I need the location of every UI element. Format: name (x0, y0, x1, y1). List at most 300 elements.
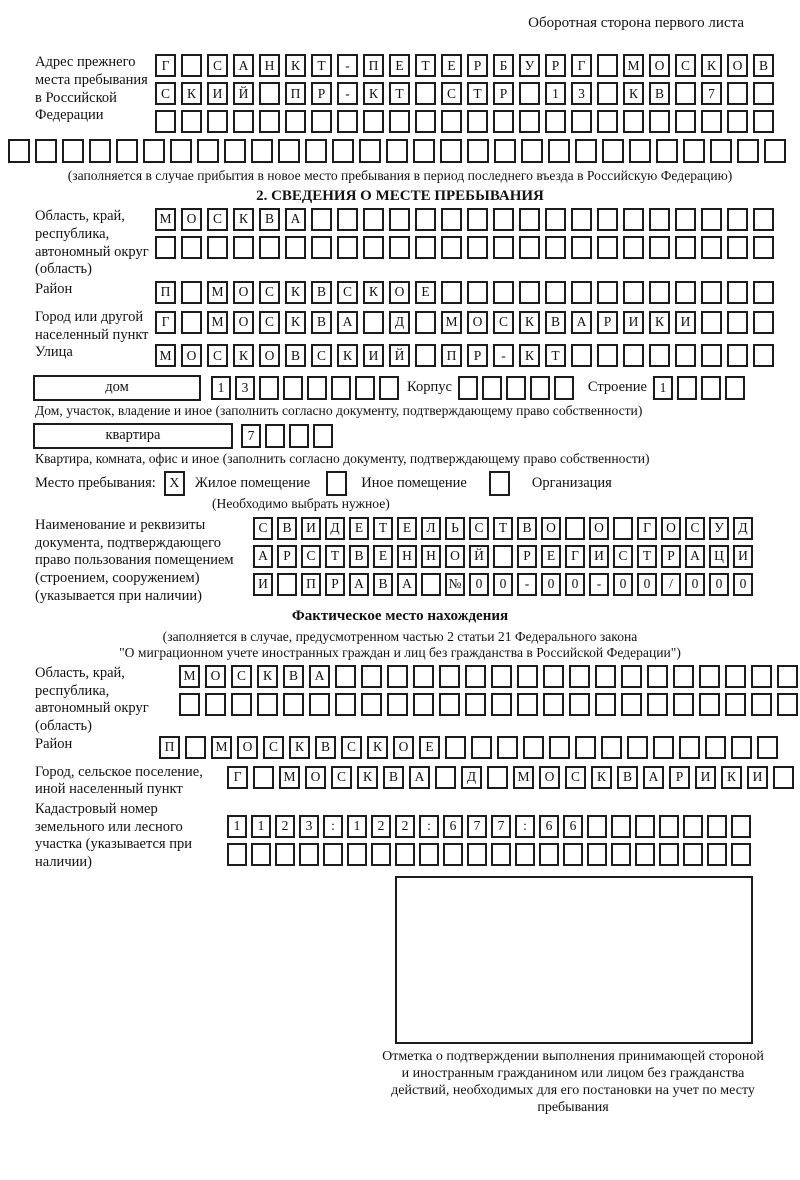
char-cell[interactable]: М (155, 344, 176, 367)
char-cell[interactable] (265, 424, 285, 448)
char-cell[interactable]: Е (397, 517, 417, 540)
char-cell[interactable]: К (233, 208, 254, 231)
char-cell[interactable] (647, 693, 668, 716)
char-cell[interactable]: Й (233, 82, 254, 105)
char-cell[interactable] (441, 208, 462, 231)
char-cell[interactable] (259, 376, 279, 400)
char-cell[interactable]: 0 (469, 573, 489, 596)
char-cell[interactable]: А (409, 766, 430, 789)
char-cell[interactable] (629, 139, 651, 163)
char-cell[interactable] (727, 344, 748, 367)
char-cell[interactable] (379, 376, 399, 400)
char-cell[interactable]: К (721, 766, 742, 789)
char-cell[interactable]: С (301, 545, 321, 568)
char-cell[interactable]: 2 (371, 815, 391, 838)
char-cell[interactable] (571, 344, 592, 367)
char-cell[interactable] (569, 665, 590, 688)
char-cell[interactable]: Т (415, 54, 436, 77)
char-cell[interactable]: Г (155, 311, 176, 334)
char-cell[interactable] (549, 736, 570, 759)
char-cell[interactable] (519, 236, 540, 259)
char-cell[interactable]: К (649, 311, 670, 334)
char-cell[interactable] (595, 693, 616, 716)
char-cell[interactable] (155, 110, 176, 133)
char-cell[interactable]: 0 (733, 573, 753, 596)
char-cell[interactable] (493, 281, 514, 304)
char-cell[interactable]: С (493, 311, 514, 334)
char-cell[interactable] (259, 110, 280, 133)
char-cell[interactable] (371, 843, 391, 866)
char-cell[interactable]: И (589, 545, 609, 568)
char-cell[interactable] (421, 573, 441, 596)
char-cell[interactable] (493, 110, 514, 133)
char-cell[interactable] (506, 376, 526, 400)
char-cell[interactable] (587, 843, 607, 866)
char-cell[interactable]: 0 (685, 573, 705, 596)
char-cell[interactable]: 7 (491, 815, 511, 838)
char-cell[interactable] (181, 281, 202, 304)
char-cell[interactable] (673, 665, 694, 688)
char-cell[interactable]: К (285, 311, 306, 334)
char-cell[interactable]: М (207, 281, 228, 304)
char-cell[interactable] (587, 815, 607, 838)
char-cell[interactable]: Р (311, 82, 332, 105)
char-cell[interactable]: Д (389, 311, 410, 334)
char-cell[interactable]: 0 (565, 573, 585, 596)
char-cell[interactable] (683, 139, 705, 163)
char-cell[interactable] (623, 110, 644, 133)
char-cell[interactable] (355, 376, 375, 400)
char-cell[interactable]: В (383, 766, 404, 789)
char-cell[interactable] (543, 665, 564, 688)
char-cell[interactable]: Г (155, 54, 176, 77)
char-cell[interactable] (731, 843, 751, 866)
char-cell[interactable]: Т (467, 82, 488, 105)
char-cell[interactable]: О (181, 208, 202, 231)
char-cell[interactable]: Н (259, 54, 280, 77)
char-cell[interactable] (701, 344, 722, 367)
char-cell[interactable]: : (515, 815, 535, 838)
char-cell[interactable]: А (285, 208, 306, 231)
char-cell[interactable] (705, 736, 726, 759)
char-cell[interactable] (307, 376, 327, 400)
char-cell[interactable]: О (205, 665, 226, 688)
char-cell[interactable] (419, 843, 439, 866)
char-cell[interactable] (389, 236, 410, 259)
char-cell[interactable]: К (623, 82, 644, 105)
char-cell[interactable]: Т (637, 545, 657, 568)
char-cell[interactable] (635, 815, 655, 838)
char-cell[interactable]: 1 (251, 815, 271, 838)
char-cell[interactable] (545, 236, 566, 259)
char-cell[interactable]: Д (733, 517, 753, 540)
char-cell[interactable] (649, 281, 670, 304)
char-cell[interactable] (683, 815, 703, 838)
char-cell[interactable] (575, 736, 596, 759)
char-cell[interactable]: К (285, 54, 306, 77)
char-cell[interactable] (227, 843, 247, 866)
char-cell[interactable] (753, 82, 774, 105)
char-cell[interactable]: И (747, 766, 768, 789)
char-cell[interactable]: И (363, 344, 384, 367)
char-cell[interactable] (155, 236, 176, 259)
char-cell[interactable]: К (367, 736, 388, 759)
char-cell[interactable]: С (263, 736, 284, 759)
char-cell[interactable]: Р (493, 82, 514, 105)
char-cell[interactable] (675, 236, 696, 259)
char-cell[interactable]: И (733, 545, 753, 568)
char-cell[interactable]: 1 (545, 82, 566, 105)
char-cell[interactable]: - (337, 82, 358, 105)
char-cell[interactable] (649, 110, 670, 133)
char-cell[interactable] (753, 208, 774, 231)
char-cell[interactable]: Л (421, 517, 441, 540)
char-cell[interactable] (539, 843, 559, 866)
char-cell[interactable] (751, 693, 772, 716)
char-cell[interactable] (361, 665, 382, 688)
char-cell[interactable] (675, 110, 696, 133)
char-cell[interactable]: О (649, 54, 670, 77)
char-cell[interactable]: Ц (709, 545, 729, 568)
char-cell[interactable] (575, 139, 597, 163)
char-cell[interactable]: Т (325, 545, 345, 568)
char-cell[interactable] (753, 311, 774, 334)
char-cell[interactable]: О (661, 517, 681, 540)
char-cell[interactable] (257, 693, 278, 716)
char-cell[interactable] (515, 843, 535, 866)
char-cell[interactable] (445, 736, 466, 759)
char-cell[interactable] (517, 665, 538, 688)
char-cell[interactable]: В (259, 208, 280, 231)
char-cell[interactable] (305, 139, 327, 163)
char-cell[interactable]: К (357, 766, 378, 789)
char-cell[interactable] (275, 843, 295, 866)
char-cell[interactable] (323, 843, 343, 866)
char-cell[interactable]: С (441, 82, 462, 105)
char-cell[interactable] (623, 208, 644, 231)
char-cell[interactable] (491, 665, 512, 688)
char-cell[interactable]: 0 (493, 573, 513, 596)
char-cell[interactable] (467, 110, 488, 133)
char-cell[interactable]: О (445, 545, 465, 568)
char-cell[interactable] (635, 843, 655, 866)
char-cell[interactable]: Р (277, 545, 297, 568)
char-cell[interactable] (701, 376, 721, 400)
char-cell[interactable]: 1 (227, 815, 247, 838)
char-cell[interactable] (753, 110, 774, 133)
char-cell[interactable]: 0 (541, 573, 561, 596)
char-cell[interactable]: О (233, 311, 254, 334)
char-cell[interactable] (699, 665, 720, 688)
char-cell[interactable] (543, 693, 564, 716)
char-cell[interactable]: П (285, 82, 306, 105)
char-cell[interactable]: 7 (701, 82, 722, 105)
char-cell[interactable]: - (589, 573, 609, 596)
char-cell[interactable] (623, 344, 644, 367)
checkbox-residential[interactable]: X (164, 471, 185, 496)
char-cell[interactable]: Г (565, 545, 585, 568)
char-cell[interactable]: С (341, 736, 362, 759)
char-cell[interactable]: К (289, 736, 310, 759)
char-cell[interactable]: О (539, 766, 560, 789)
char-cell[interactable] (231, 693, 252, 716)
char-cell[interactable]: О (305, 766, 326, 789)
char-cell[interactable] (62, 139, 84, 163)
char-cell[interactable]: О (393, 736, 414, 759)
char-cell[interactable]: - (517, 573, 537, 596)
char-cell[interactable] (415, 344, 436, 367)
char-cell[interactable] (545, 110, 566, 133)
char-cell[interactable]: В (545, 311, 566, 334)
char-cell[interactable]: А (571, 311, 592, 334)
char-cell[interactable] (523, 736, 544, 759)
char-cell[interactable]: М (623, 54, 644, 77)
char-cell[interactable] (725, 376, 745, 400)
char-cell[interactable]: А (397, 573, 417, 596)
char-cell[interactable]: М (207, 311, 228, 334)
char-cell[interactable]: С (613, 545, 633, 568)
char-cell[interactable] (170, 139, 192, 163)
char-cell[interactable] (764, 139, 786, 163)
char-cell[interactable] (181, 311, 202, 334)
char-cell[interactable]: Г (227, 766, 248, 789)
char-cell[interactable]: В (283, 665, 304, 688)
char-cell[interactable] (413, 139, 435, 163)
char-cell[interactable]: 3 (235, 376, 255, 400)
char-cell[interactable] (656, 139, 678, 163)
char-cell[interactable]: 7 (241, 424, 261, 448)
char-cell[interactable]: 6 (443, 815, 463, 838)
char-cell[interactable] (313, 424, 333, 448)
char-cell[interactable] (363, 311, 384, 334)
char-cell[interactable] (571, 110, 592, 133)
char-cell[interactable] (519, 281, 540, 304)
char-cell[interactable] (467, 236, 488, 259)
char-cell[interactable]: И (301, 517, 321, 540)
char-cell[interactable]: К (519, 344, 540, 367)
char-cell[interactable] (725, 665, 746, 688)
char-cell[interactable]: О (467, 311, 488, 334)
char-cell[interactable]: Р (517, 545, 537, 568)
char-cell[interactable] (439, 665, 460, 688)
char-cell[interactable] (415, 110, 436, 133)
char-cell[interactable] (311, 110, 332, 133)
char-cell[interactable] (571, 208, 592, 231)
char-cell[interactable]: С (155, 82, 176, 105)
char-cell[interactable]: - (493, 344, 514, 367)
char-cell[interactable] (647, 665, 668, 688)
char-cell[interactable] (387, 665, 408, 688)
char-cell[interactable] (467, 281, 488, 304)
char-cell[interactable]: С (675, 54, 696, 77)
char-cell[interactable]: 2 (395, 815, 415, 838)
char-cell[interactable] (519, 208, 540, 231)
char-cell[interactable]: С (207, 208, 228, 231)
char-cell[interactable]: П (301, 573, 321, 596)
char-cell[interactable] (725, 693, 746, 716)
char-cell[interactable]: У (519, 54, 540, 77)
char-cell[interactable] (563, 843, 583, 866)
char-cell[interactable]: - (337, 54, 358, 77)
char-cell[interactable] (311, 236, 332, 259)
char-cell[interactable] (731, 736, 752, 759)
char-cell[interactable]: В (315, 736, 336, 759)
char-cell[interactable] (545, 208, 566, 231)
char-cell[interactable] (545, 281, 566, 304)
char-cell[interactable] (277, 573, 297, 596)
char-cell[interactable] (413, 693, 434, 716)
char-cell[interactable]: Р (597, 311, 618, 334)
char-cell[interactable]: О (389, 281, 410, 304)
char-cell[interactable]: Е (389, 54, 410, 77)
char-cell[interactable] (623, 236, 644, 259)
char-cell[interactable] (649, 236, 670, 259)
char-cell[interactable]: С (207, 54, 228, 77)
char-cell[interactable]: С (253, 517, 273, 540)
char-cell[interactable]: А (233, 54, 254, 77)
char-cell[interactable]: В (517, 517, 537, 540)
char-cell[interactable]: 0 (613, 573, 633, 596)
char-cell[interactable] (465, 665, 486, 688)
char-cell[interactable] (757, 736, 778, 759)
char-cell[interactable] (482, 376, 502, 400)
char-cell[interactable] (283, 693, 304, 716)
char-cell[interactable]: С (565, 766, 586, 789)
char-cell[interactable] (413, 665, 434, 688)
char-cell[interactable] (675, 344, 696, 367)
char-cell[interactable] (467, 139, 489, 163)
char-cell[interactable] (259, 236, 280, 259)
char-cell[interactable]: Т (545, 344, 566, 367)
char-cell[interactable]: Й (389, 344, 410, 367)
char-cell[interactable]: М (155, 208, 176, 231)
char-cell[interactable] (569, 693, 590, 716)
char-cell[interactable] (207, 110, 228, 133)
char-cell[interactable] (389, 208, 410, 231)
char-cell[interactable] (415, 208, 436, 231)
char-cell[interactable]: А (309, 665, 330, 688)
char-cell[interactable] (487, 766, 508, 789)
char-cell[interactable] (337, 110, 358, 133)
char-cell[interactable]: М (211, 736, 232, 759)
char-cell[interactable] (777, 665, 798, 688)
char-cell[interactable]: К (591, 766, 612, 789)
char-cell[interactable] (701, 281, 722, 304)
char-cell[interactable]: Й (469, 545, 489, 568)
char-cell[interactable] (493, 208, 514, 231)
char-cell[interactable]: Р (467, 344, 488, 367)
char-cell[interactable] (679, 736, 700, 759)
char-cell[interactable] (458, 376, 478, 400)
char-cell[interactable]: В (649, 82, 670, 105)
char-cell[interactable]: И (675, 311, 696, 334)
char-cell[interactable] (440, 139, 462, 163)
char-cell[interactable]: Т (311, 54, 332, 77)
char-cell[interactable] (675, 82, 696, 105)
char-cell[interactable] (597, 344, 618, 367)
char-cell[interactable]: Е (419, 736, 440, 759)
char-cell[interactable] (285, 110, 306, 133)
char-cell[interactable]: М (179, 665, 200, 688)
char-cell[interactable]: / (661, 573, 681, 596)
char-cell[interactable] (251, 843, 271, 866)
char-cell[interactable]: Р (545, 54, 566, 77)
char-cell[interactable] (35, 139, 57, 163)
char-cell[interactable] (181, 110, 202, 133)
char-cell[interactable]: Р (669, 766, 690, 789)
char-cell[interactable] (751, 665, 772, 688)
char-cell[interactable]: С (337, 281, 358, 304)
char-cell[interactable] (363, 110, 384, 133)
char-cell[interactable] (491, 693, 512, 716)
char-cell[interactable]: А (349, 573, 369, 596)
char-cell[interactable] (621, 693, 642, 716)
char-cell[interactable]: В (277, 517, 297, 540)
char-cell[interactable] (737, 139, 759, 163)
char-cell[interactable]: 1 (653, 376, 673, 400)
char-cell[interactable] (773, 766, 794, 789)
char-cell[interactable] (727, 236, 748, 259)
char-cell[interactable]: С (311, 344, 332, 367)
char-cell[interactable]: № (445, 573, 465, 596)
char-cell[interactable] (517, 693, 538, 716)
char-cell[interactable] (710, 139, 732, 163)
char-cell[interactable] (331, 376, 351, 400)
char-cell[interactable] (415, 236, 436, 259)
char-cell[interactable]: В (753, 54, 774, 77)
char-cell[interactable] (611, 815, 631, 838)
char-cell[interactable]: Е (349, 517, 369, 540)
char-cell[interactable] (494, 139, 516, 163)
char-cell[interactable] (565, 517, 585, 540)
char-cell[interactable] (731, 815, 751, 838)
char-cell[interactable]: П (441, 344, 462, 367)
char-cell[interactable]: П (159, 736, 180, 759)
char-cell[interactable]: С (231, 665, 252, 688)
char-cell[interactable] (386, 139, 408, 163)
checkbox-other-premises[interactable] (326, 471, 347, 496)
char-cell[interactable] (675, 208, 696, 231)
char-cell[interactable]: Г (571, 54, 592, 77)
char-cell[interactable]: Д (325, 517, 345, 540)
char-cell[interactable] (727, 208, 748, 231)
char-cell[interactable]: Б (493, 54, 514, 77)
char-cell[interactable]: М (441, 311, 462, 334)
char-cell[interactable]: И (207, 82, 228, 105)
char-cell[interactable]: У (709, 517, 729, 540)
char-cell[interactable] (116, 139, 138, 163)
char-cell[interactable]: В (349, 545, 369, 568)
char-cell[interactable] (285, 236, 306, 259)
char-cell[interactable] (197, 139, 219, 163)
char-cell[interactable] (597, 281, 618, 304)
char-cell[interactable]: К (519, 311, 540, 334)
char-cell[interactable] (181, 236, 202, 259)
char-cell[interactable] (335, 665, 356, 688)
char-cell[interactable]: Ь (445, 517, 465, 540)
char-cell[interactable] (649, 344, 670, 367)
char-cell[interactable] (683, 843, 703, 866)
char-cell[interactable] (337, 236, 358, 259)
char-cell[interactable] (519, 82, 540, 105)
char-cell[interactable] (530, 376, 550, 400)
char-cell[interactable]: К (233, 344, 254, 367)
char-cell[interactable] (491, 843, 511, 866)
char-cell[interactable]: 0 (637, 573, 657, 596)
char-cell[interactable] (467, 208, 488, 231)
char-cell[interactable] (521, 139, 543, 163)
char-cell[interactable] (443, 843, 463, 866)
